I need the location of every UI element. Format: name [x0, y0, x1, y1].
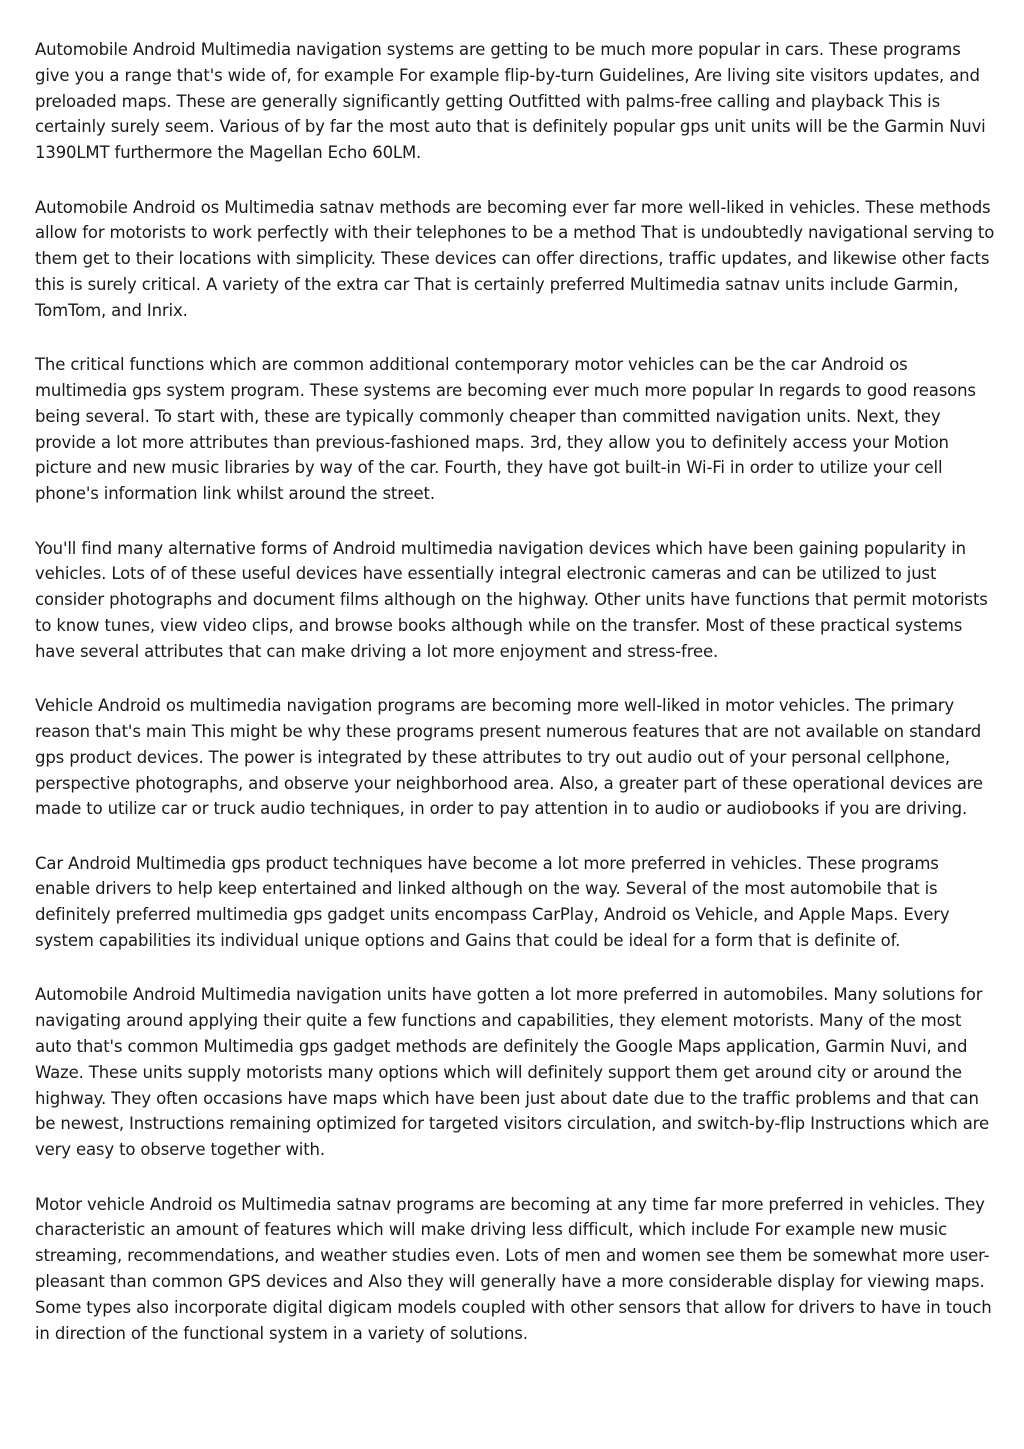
paragraph-5: Vehicle Android os multimedia navigation programs are becoming more well-liked in motor vehicles. The primary reason that's main This might be why these programs present numerous features that are not available on standard gps product devices. The power is integrated by these attributes to try out audio out of your personal cellphone, perspective photographs, and observe your neighborhood area. Also, a greater part of these operational devices are made to utilize car or truck audio techniques, in order to pay attention in to audio or audiobooks if you are driving.: [35, 696, 983, 819]
paragraph-6: Car Android Multimedia gps product techniques have become a lot more preferred in vehicles. These programs enable drivers to help keep entertained and linked although on the way. Several of the most automobile that is definitely preferred multimedia gps gadget units encompass CarPlay, Android os Vehicle, and Apple Maps. Every system capabilities its individual unique options and Gains that could be ideal for a form that is definite of.: [35, 853, 950, 951]
paragraph-4: You'll find many alternative forms of Android multimedia navigation devices which have been gaining popularity in vehicles. Lots of of these useful devices have essentially integral electronic cameras and can be utilized to just consider photographs and document films although on the highway. Other units have functions that permit motorists to know tunes, view video clips, and browse books although while on the transfer. Most of these practical systems have several attributes that can make driving a lot more enjoyment and stress-free.: [35, 538, 988, 661]
paragraph-1: Automobile Android Multimedia navigation systems are getting to be much more popular in cars. These programs give you a range that's wide of, for example For example flip-by-turn Guidelines, Are living site visitors updates, and preloaded maps. These are generally significantly getting Outfitted with palms-free calling and playback This is certainly surely seem. Various of by far the most auto that is definitely popular gps unit units will be the Garmin Nuvi 1390LMT furthermore the Magellan Echo 60LM.: [35, 40, 986, 163]
paragraph-2: Automobile Android os Multimedia satnav methods are becoming ever far more well-liked in vehicles. These methods allow for motorists to work perfectly with their telephones to be a method That is undoubtedly navigational serving to them get to their locations with simplicity. These devices can offer directions, traffic updates, and likewise other facts this is surely critical. A variety of the extra car That is certainly preferred Multimedia satnav units include Garmin, TomTom, and Inrix.: [35, 197, 995, 320]
document-body: [35, 37, 995, 1375]
paragraph-3: The critical functions which are common additional contemporary motor vehicles can be the car Android os multimedia gps system program. These systems are becoming ever much more popular In regards to good reasons being several. To start with, these are typically commonly cheaper than committed navigation units. Next, they provide a lot more attributes than previous-fashioned maps. 3rd, they allow you to definitely access your Motion picture and new music libraries by way of the car. Fourth, they have got built-in Wi-Fi in order to utilize your cell phone's information link whilst around the street.: [35, 355, 976, 504]
paragraph-7: Automobile Android Multimedia navigation units have gotten a lot more preferred in automobiles. Many solutions for navigating around applying their quite a few functions and capabilities, they element motorists. Many of the most auto that's common Multimedia gps gadget methods are definitely the Google Maps application, Garmin Nuvi, and Waze. These units supply motorists many options which will definitely support them get around city or around the highway. They often occasions have maps which have been just about date due to the traffic problems and that can be newest, Instructions remaining optimized for targeted visitors circulation, and switch-by-flip Instructions which are very easy to observe together with.: [35, 985, 989, 1160]
paragraph-8: Motor vehicle Android os Multimedia satnav programs are becoming at any time far more preferred in vehicles. They characteristic an amount of features which will make driving less difficult, which include For example new music streaming, recommendations, and weather studies even. Lots of men and women see them be somewhat more user-pleasant than common GPS devices and Also they will generally have a more considerable display for viewing maps. Some types also incorporate digital digicam models coupled with other sensors that allow for drivers to have in touch in direction of the functional system in a variety of solutions.: [35, 1194, 992, 1343]
